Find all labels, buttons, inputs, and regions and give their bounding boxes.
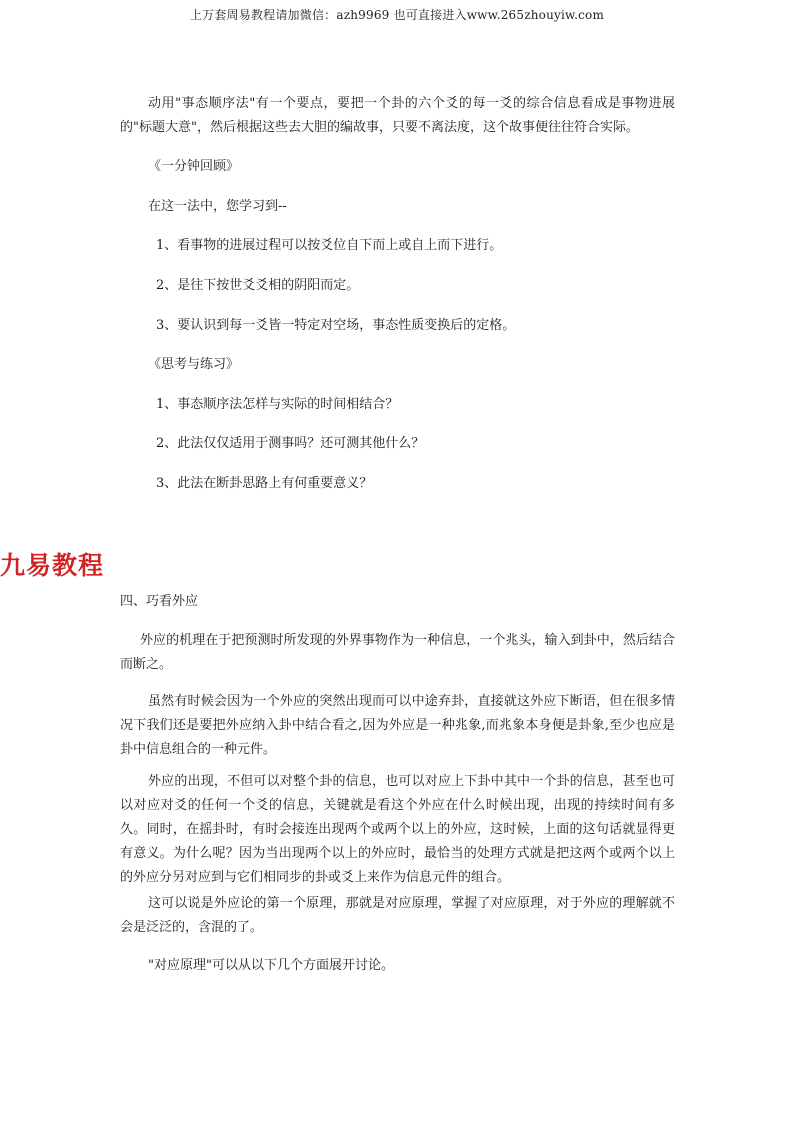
exercise-item-2: 2、此法仅仅适用于测事吗？还可测其他什么？: [156, 436, 425, 451]
page-header: 上万套周易教程请加微信：azh9969 也可直接进入www.265zhouyiw.com: [189, 8, 605, 22]
section-paragraph-5: "对应原理"可以从以下几个方面展开讨论。: [148, 958, 394, 973]
review-item-2: 2、是往下按世爻爻相的阴阳而定。: [156, 278, 360, 293]
review-item-3: 3、要认识到每一爻皆一特定对空场，事态性质变换后的定格。: [156, 318, 516, 333]
section-paragraph-3: 外应的出现，不但可以对整个卦的信息，也可以对应上下卦中其中一个卦的信息，甚至也可以对应对爻的任何一个爻的信息，关键就是看这个外应在什么时候出现，出现的持续时间有多久。同时，在摇卦时，有时会接连出现两个或两个以上的外应，这时候，上面的这句话就显得更有意义。为什么呢？因为当出现两个以上的外应时，最恰当的处理方式就是把这两个或两个以上的外应分另对应到与它们相同步的卦或爻上来作为信息元件的组合。: [120, 774, 675, 885]
review-item-1: 1、看事物的进展过程可以按爻位自下而上或自上而下进行。: [156, 238, 503, 253]
intro-paragraph: 动用"事态顺序法"有一个要点，要把一个卦的六个爻的每一爻的综合信息看成是事物进展的"标题大意"，然后根据这些去大胆的编故事，只要不离法度，这个故事便往往符合实际。: [120, 96, 675, 135]
review-lead: 在这一法中，您学习到--: [148, 199, 287, 214]
review-heading: 《一分钟回顾》: [148, 159, 240, 174]
exercises-heading: 《思考与练习》: [148, 357, 240, 372]
exercise-item-1: 1、事态顺序法怎样与实际的时间相结合？: [156, 397, 399, 412]
section-paragraph-4: 这可以说是外应论的第一个原理，那就是对应原理，掌握了对应原理，对于外应的理解就不会是泛泛的，含混的了。: [120, 896, 675, 935]
section-paragraph-2: 虽然有时候会因为一个外应的突然出现而可以中途弃卦，直接就这外应下断语，但在很多情况下我们还是要把外应纳入卦中结合看之,因为外应是一种兆象,而兆象本身便是卦象,至少也应是卦中信息组合的一种元件。: [120, 694, 675, 757]
section-title: 四、巧看外应: [120, 594, 199, 609]
exercise-item-3: 3、此法在断卦思路上有何重要意义？: [156, 476, 373, 491]
section-paragraph-1: 外应的机理在于把预测时所发现的外界事物作为一种信息，一个兆头，输入到卦中，然后结合而断之。: [120, 633, 675, 672]
watermark-logo: 九易教程: [0, 551, 105, 580]
